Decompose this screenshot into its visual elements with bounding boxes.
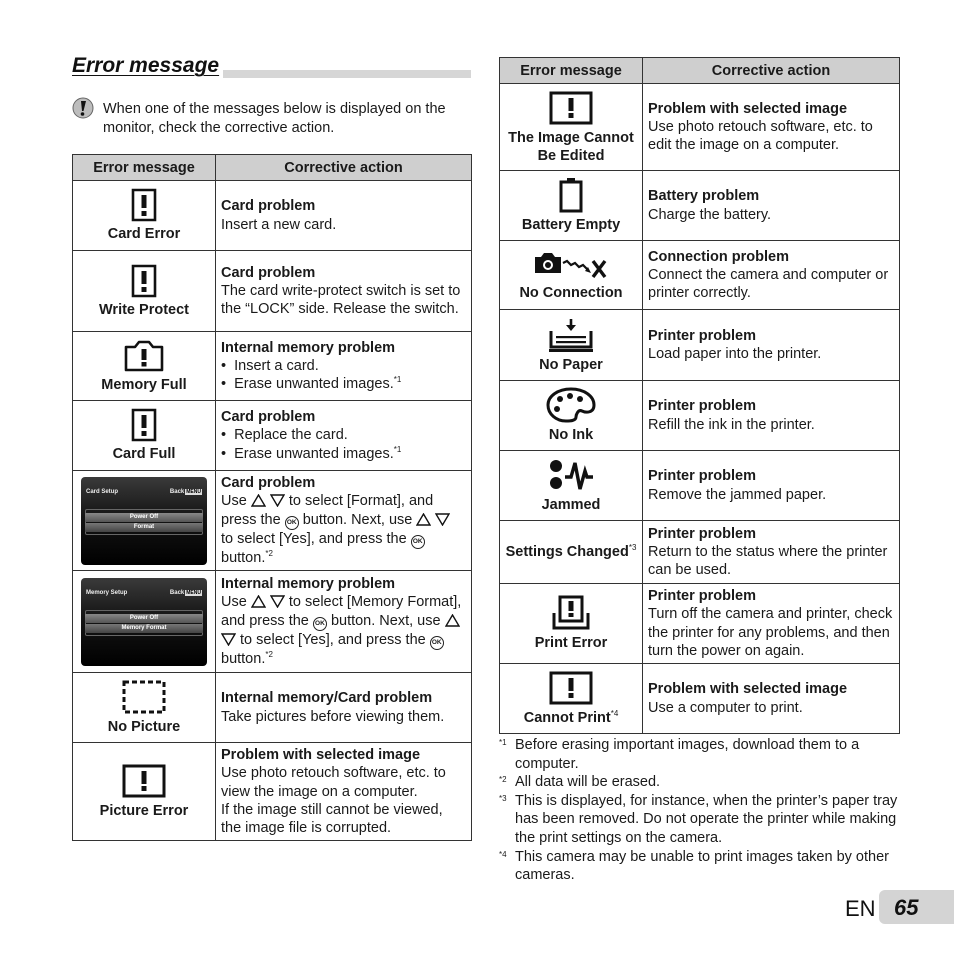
action-cell (216, 401, 472, 471)
battery-empty-icon (558, 177, 584, 213)
action-text: Use a computer to print. (648, 699, 803, 716)
table-row (500, 171, 900, 241)
error-label: No Ink (548, 427, 594, 443)
action-heading: Printer problem (648, 588, 756, 604)
table-row (73, 673, 472, 743)
error-label: Jammed (541, 497, 601, 513)
action-heading: Problem with selected image (648, 681, 848, 698)
error-cell (500, 310, 643, 381)
error-label: Card Full (112, 446, 176, 462)
table-header (73, 155, 472, 181)
action-cell (216, 471, 472, 571)
bullet-item: • Erase unwanted images.$^{*1}$ (221, 375, 402, 393)
down-arrow-icon (270, 595, 285, 608)
action-cell (643, 664, 900, 734)
action-cell (216, 673, 472, 743)
page-title: Error message (72, 54, 223, 78)
table-row (73, 743, 472, 841)
table-row (500, 310, 900, 381)
down-arrow-icon (435, 513, 450, 526)
action-cell (643, 171, 900, 241)
error-label: No Paper (539, 356, 603, 373)
action-text: Take pictures before viewing them. (221, 708, 445, 725)
note-block (72, 97, 472, 141)
error-label: Battery Empty (521, 217, 621, 233)
ok-button-icon: OK (430, 636, 444, 650)
action-heading: Internal memory/Card problem (221, 690, 433, 707)
error-label: Print Error (534, 635, 608, 652)
error-cell (73, 571, 216, 673)
table-row (500, 584, 900, 664)
note-text: When one of the messages below is displayed on the monitor, check the corrective action. (103, 101, 446, 136)
bullet-item: • Erase unwanted images.$^{*1}$ (221, 444, 402, 462)
error-table-right (499, 57, 900, 734)
error-cell (73, 471, 216, 571)
table-row (73, 571, 472, 673)
error-cell (73, 181, 216, 251)
down-arrow-icon (221, 633, 236, 646)
table-row (73, 332, 472, 401)
ok-button-icon: OK (313, 617, 327, 631)
action-heading: Internal memory problem (221, 339, 396, 356)
language-label: EN (845, 896, 876, 921)
error-cell (73, 332, 216, 401)
action-text: The card write-protect switch is set to the “LOCK” side. Release the switch. (221, 282, 461, 318)
footnote-3: *3 This is displayed, for instance, when the printer’s paper tray has been removed. Do not operate the printer while making the print settings on the camera. (499, 792, 898, 846)
section-heading (72, 54, 471, 80)
no-connection-icon (533, 249, 609, 281)
error-label: Memory Full (101, 376, 187, 393)
action-heading: Printer problem (648, 468, 756, 485)
action-heading: Internal memory problem (221, 576, 396, 593)
card-exclamation-icon (130, 188, 158, 222)
print-error-icon (551, 595, 591, 631)
action-heading: Printer problem (648, 327, 756, 344)
table-row (500, 451, 900, 521)
ok-button-icon: OK (411, 535, 425, 549)
up-arrow-icon (251, 494, 266, 507)
error-cell (500, 171, 643, 241)
action-cell (216, 251, 472, 332)
header-error-message: Error message (500, 58, 643, 84)
action-cell (643, 241, 900, 310)
error-cell (500, 584, 643, 664)
error-cell (73, 251, 216, 332)
down-arrow-icon (270, 494, 285, 507)
footnote-2: *2 All data will be erased. (499, 774, 661, 791)
jammed-icon (547, 457, 595, 493)
table-row (500, 664, 900, 734)
table-row (500, 521, 900, 584)
error-label: No Connection (519, 284, 623, 301)
image-exclamation-icon (548, 90, 594, 126)
error-label: Cannot Print (523, 710, 611, 727)
action-cell (643, 451, 900, 521)
action-heading: Battery problem (648, 188, 760, 205)
table-row (73, 471, 472, 571)
picture-error-icon (121, 763, 167, 799)
action-heading: Connection problem (648, 248, 789, 265)
action-text: Load paper into the printer. (648, 346, 822, 362)
action-text: Connect the camera and computer or printer correctly. (648, 266, 889, 302)
error-table-left (72, 154, 472, 841)
error-cell (500, 381, 643, 451)
bullet-item: • Replace the card. (221, 427, 348, 444)
table-row (73, 181, 472, 251)
action-cell (216, 181, 472, 251)
memory-setup-screen-image: Memory Setup Back MENU Power Off Memory Format (81, 578, 207, 666)
error-cell: Settings Changed$^{*3}$ (500, 521, 643, 584)
error-cell (73, 673, 216, 743)
image-exclamation-icon (548, 670, 594, 706)
error-cell (73, 401, 216, 471)
action-text: Turn off the camera and printer, check the printer for any problems, and then turn the power on again. (648, 606, 893, 659)
caution-icon (72, 97, 94, 119)
action-heading: Printer problem (648, 398, 756, 415)
up-arrow-icon (416, 513, 431, 526)
no-paper-icon (547, 317, 595, 353)
action-text: If the image still cannot be viewed, the image file is corrupted. (221, 801, 443, 837)
action-cell (643, 584, 900, 664)
up-arrow-icon (445, 614, 460, 627)
action-heading: Printer problem (648, 525, 756, 542)
action-cell (216, 571, 472, 673)
card-exclamation-icon (130, 408, 158, 442)
action-text: Insert a new card. (221, 216, 337, 233)
action-cell (643, 521, 900, 584)
table-header (500, 58, 900, 84)
no-picture-icon (121, 679, 167, 715)
header-corrective-action: Corrective action (643, 58, 900, 84)
table-row (73, 251, 472, 332)
action-heading: Card problem (221, 475, 316, 492)
action-heading: Card problem (221, 198, 316, 215)
ok-button-icon: OK (285, 516, 299, 530)
card-exclamation-icon (130, 264, 158, 298)
footnote-4: *4 This camera may be unable to print images taken by other cameras. (499, 848, 889, 884)
table-row (500, 241, 900, 310)
footnote-1: *1 Before erasing important images, download them to a computer. (499, 737, 860, 772)
action-text: Charge the battery. (648, 206, 772, 223)
header-error-message: Error message (73, 155, 216, 181)
action-cell (643, 381, 900, 451)
action-text: Use to select [Memory Format], and press the OK button. Next, use to select [Yes], and press the OK button.$^{*2}$ (221, 594, 462, 667)
action-text: Remove the jammed paper. (648, 486, 827, 503)
action-text: Use to select [Format], and press the OK button. Next, use to select [Yes], and press the OK button.$^{*2}$ (221, 492, 466, 567)
error-label: Picture Error (99, 803, 189, 820)
action-heading: Problem with selected image (648, 100, 848, 117)
bullet-item: • Insert a card. (221, 357, 319, 374)
action-text: Return to the status where the printer can be used. (648, 543, 888, 579)
action-cell (643, 84, 900, 171)
action-cell (216, 332, 472, 401)
error-label: Card Error (107, 226, 181, 242)
card-setup-screen-image: Card Setup Back MENU Power Off Format (81, 477, 207, 565)
action-heading: Card problem (221, 409, 316, 426)
error-cell (500, 451, 643, 521)
table-row (73, 401, 472, 471)
error-cell (73, 743, 216, 841)
error-label: Write Protect (99, 301, 189, 318)
error-cell (500, 84, 643, 171)
footnotes (499, 736, 899, 885)
table-row (500, 381, 900, 451)
action-text: Use photo retouch software, etc. to edit the image on a computer. (648, 118, 873, 154)
error-label: Settings Changed (505, 544, 629, 560)
up-arrow-icon (251, 595, 266, 608)
action-text: Refill the ink in the printer. (648, 416, 815, 433)
error-label: The Image Cannot Be Edited (508, 129, 634, 164)
header-corrective-action: Corrective action (216, 155, 472, 181)
error-cell: Cannot Print$^{*4}$ (500, 664, 643, 734)
error-label: No Picture (107, 719, 181, 735)
action-text: Use photo retouch software, etc. to view the image on a computer. (221, 765, 446, 800)
error-cell (500, 241, 643, 310)
table-row (500, 84, 900, 171)
action-cell (216, 743, 472, 841)
memory-exclamation-icon (123, 339, 165, 373)
action-heading: Card problem (221, 264, 316, 281)
no-ink-palette-icon (546, 387, 596, 423)
action-heading: Problem with selected image (221, 747, 421, 763)
page-number: 65 (894, 895, 919, 920)
action-cell (643, 310, 900, 381)
